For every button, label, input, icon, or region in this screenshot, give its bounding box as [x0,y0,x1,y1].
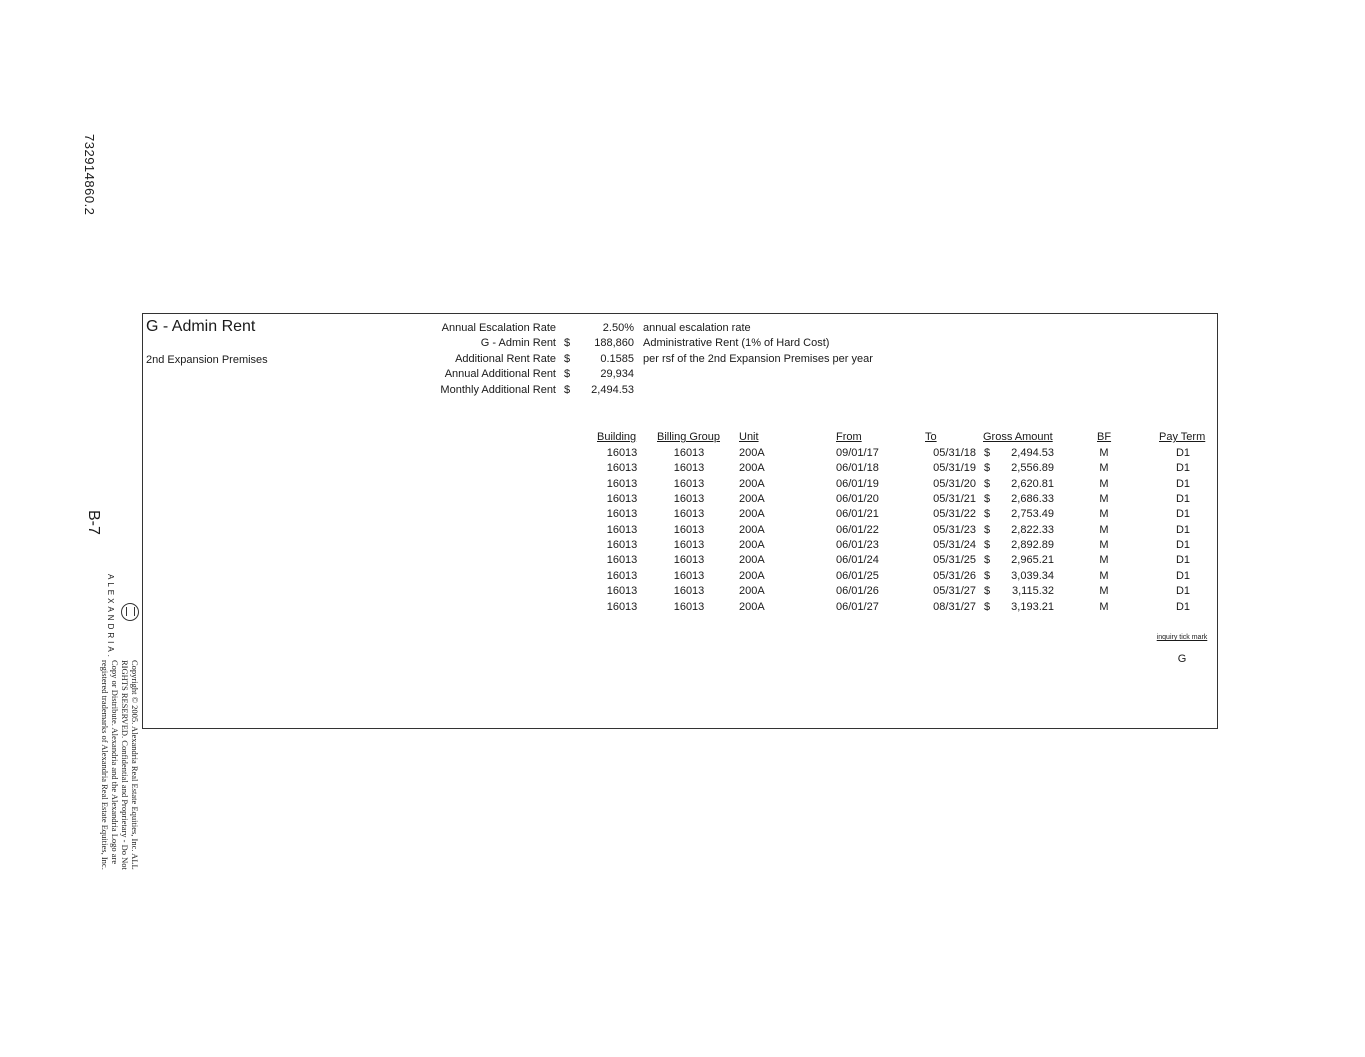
cell-bf: M [1099,585,1109,598]
cell-billing-group: 16013 [673,447,705,459]
section-subtitle: 2nd Expansion Premises [146,354,268,366]
cell-currency: $ [984,462,991,475]
cell-gross-amount: 2,686.33 [1011,493,1054,506]
cell-bf: M [1099,523,1109,536]
cell-to: 05/31/19 [933,462,976,475]
cell-billing-group: 16013 [673,523,705,536]
cell-currency: $ [984,493,991,506]
cell-gross-amount: 2,892.89 [1011,539,1054,552]
cell-gross-amount: 3,115.32 [1011,585,1054,598]
cell-bf: M [1099,477,1109,490]
cell-to: 05/31/22 [933,508,976,521]
cell-unit: 200A [739,523,765,536]
cell-currency: $ [984,477,991,490]
cell-unit: 200A [739,493,765,506]
cell-gross-amount: 2,556.89 [1011,462,1054,475]
header-gross-amount: Gross Amount [983,431,1053,443]
cell-pay-term: D1 [1175,462,1191,475]
cell-bf: M [1099,493,1109,506]
document-id: 732914860.2 [82,134,97,216]
cell-pay-term: D1 [1175,600,1191,613]
cell-pay-term: D1 [1175,493,1191,506]
cell-from: 06/01/26 [836,585,879,598]
cell-billing-group: 16013 [673,600,705,613]
cell-currency: $ [984,508,991,521]
cell-unit: 200A [739,554,765,567]
copyright-line: registered trademarks of Alexandria Real Estate Equities, Inc. [100,660,110,870]
cell-building: 16013 [606,493,638,506]
cell-to: 05/31/21 [933,493,976,506]
cell-from: 06/01/22 [836,523,879,536]
cell-unit: 200A [739,600,765,613]
cell-pay-term: D1 [1175,447,1191,459]
cell-unit: 200A [739,462,765,475]
summary-value: 2.50% [602,322,634,334]
cell-bf: M [1099,554,1109,567]
inquiry-tick-mark-value: G [1177,653,1187,665]
cell-building: 16013 [606,523,638,536]
copyright-line: Copy or Distribute. Alexandria and the Alexandria Logo are [110,660,120,865]
cell-building: 16013 [606,477,638,490]
cell-billing-group: 16013 [673,569,705,582]
cell-currency: $ [984,585,991,598]
cell-building: 16013 [606,539,638,552]
cell-pay-term: D1 [1175,554,1191,567]
cell-from: 06/01/20 [836,493,879,506]
cell-pay-term: D1 [1175,523,1191,536]
cell-bf: M [1099,600,1109,613]
cell-to: 05/31/24 [933,539,976,552]
cell-from: 09/01/17 [836,447,879,459]
copyright-line: Copyright © 2005. Alexandria Real Estate Equities, Inc. ALL [130,660,140,870]
cell-unit: 200A [739,477,765,490]
summary-label: Monthly Additional Rent [440,384,556,396]
cell-pay-term: D1 [1175,539,1191,552]
cell-building: 16013 [606,462,638,475]
page-label: B-7 [85,510,102,535]
cell-currency: $ [984,554,991,567]
cell-currency: $ [984,600,991,613]
copyright-line: RIGHTS RESERVED. Confidential and Proprietary - Do Not [120,660,130,870]
alexandria-logo-text: ALEXANDRIA. [106,574,115,660]
header-unit: Unit [739,431,759,443]
cell-billing-group: 16013 [673,554,705,567]
cell-currency: $ [984,539,991,552]
summary-description: Administrative Rent (1% of Hard Cost) [643,337,830,349]
summary-description: annual escalation rate [643,322,751,334]
cell-building: 16013 [606,508,638,521]
cell-bf: M [1099,539,1109,552]
cell-building: 16013 [606,585,638,598]
cell-billing-group: 16013 [673,585,705,598]
cell-to: 08/31/27 [933,600,976,613]
cell-billing-group: 16013 [673,462,705,475]
summary-label: Additional Rent Rate [455,353,556,365]
header-pay-term: Pay Term [1159,431,1206,443]
alexandria-logo-icon [121,603,139,621]
cell-to: 05/31/27 [933,585,976,598]
cell-building: 16013 [606,600,638,613]
cell-unit: 200A [739,508,765,521]
cell-building: 16013 [606,447,638,459]
cell-pay-term: D1 [1175,569,1191,582]
cell-building: 16013 [606,569,638,582]
cell-bf: M [1099,462,1109,475]
cell-pay-term: D1 [1175,508,1191,521]
summary-value: 0.1585 [600,353,634,365]
cell-building: 16013 [606,554,638,567]
cell-from: 06/01/24 [836,554,879,567]
cell-bf: M [1099,447,1109,459]
summary-currency: $ [564,368,571,380]
cell-currency: $ [984,447,991,459]
summary-value: 188,860 [594,337,634,349]
summary-description: per rsf of the 2nd Expansion Premises per year [643,353,873,365]
cell-gross-amount: 3,193.21 [1011,600,1054,613]
cell-billing-group: 16013 [673,508,705,521]
summary-currency: $ [564,353,571,365]
cell-gross-amount: 3,039.34 [1011,569,1054,582]
section-title: G - Admin Rent [146,318,256,335]
cell-pay-term: D1 [1175,585,1191,598]
cell-unit: 200A [739,539,765,552]
cell-to: 05/31/26 [933,569,976,582]
summary-currency: $ [564,384,571,396]
header-to: To [925,431,937,443]
summary-label: Annual Additional Rent [444,368,556,380]
cell-pay-term: D1 [1175,477,1191,490]
cell-unit: 200A [739,585,765,598]
header-bf: BF [1097,431,1112,443]
cell-currency: $ [984,523,991,536]
cell-from: 06/01/18 [836,462,879,475]
cell-gross-amount: 2,965.21 [1011,554,1054,567]
cell-to: 05/31/20 [933,477,976,490]
cell-to: 05/31/23 [933,523,976,536]
cell-unit: 200A [739,447,765,459]
cell-from: 06/01/19 [836,477,879,490]
cell-from: 06/01/21 [836,508,879,521]
cell-from: 06/01/27 [836,600,879,613]
cell-from: 06/01/23 [836,539,879,552]
summary-value: 2,494.53 [591,384,634,396]
header-building: Building [597,431,637,443]
copyright-notice [100,660,140,870]
cell-billing-group: 16013 [673,493,705,506]
cell-from: 06/01/25 [836,569,879,582]
header-from: From [836,431,862,443]
cell-unit: 200A [739,569,765,582]
cell-bf: M [1099,508,1109,521]
summary-label: Annual Escalation Rate [441,322,556,334]
inquiry-tick-mark-label: inquiry tick mark [1156,634,1208,641]
cell-billing-group: 16013 [673,477,705,490]
summary-label: G - Admin Rent [480,337,556,349]
cell-billing-group: 16013 [673,539,705,552]
cell-to: 05/31/25 [933,554,976,567]
cell-gross-amount: 2,620.81 [1011,477,1054,490]
header-billing-group: Billing Group [657,431,720,443]
summary-value: 29,934 [600,368,634,380]
cell-gross-amount: 2,822.33 [1011,523,1054,536]
summary-currency: $ [564,337,571,349]
cell-gross-amount: 2,753.49 [1011,508,1054,521]
cell-gross-amount: 2,494.53 [1011,447,1054,459]
cell-bf: M [1099,569,1109,582]
cell-currency: $ [984,569,991,582]
cell-to: 05/31/18 [933,447,976,459]
